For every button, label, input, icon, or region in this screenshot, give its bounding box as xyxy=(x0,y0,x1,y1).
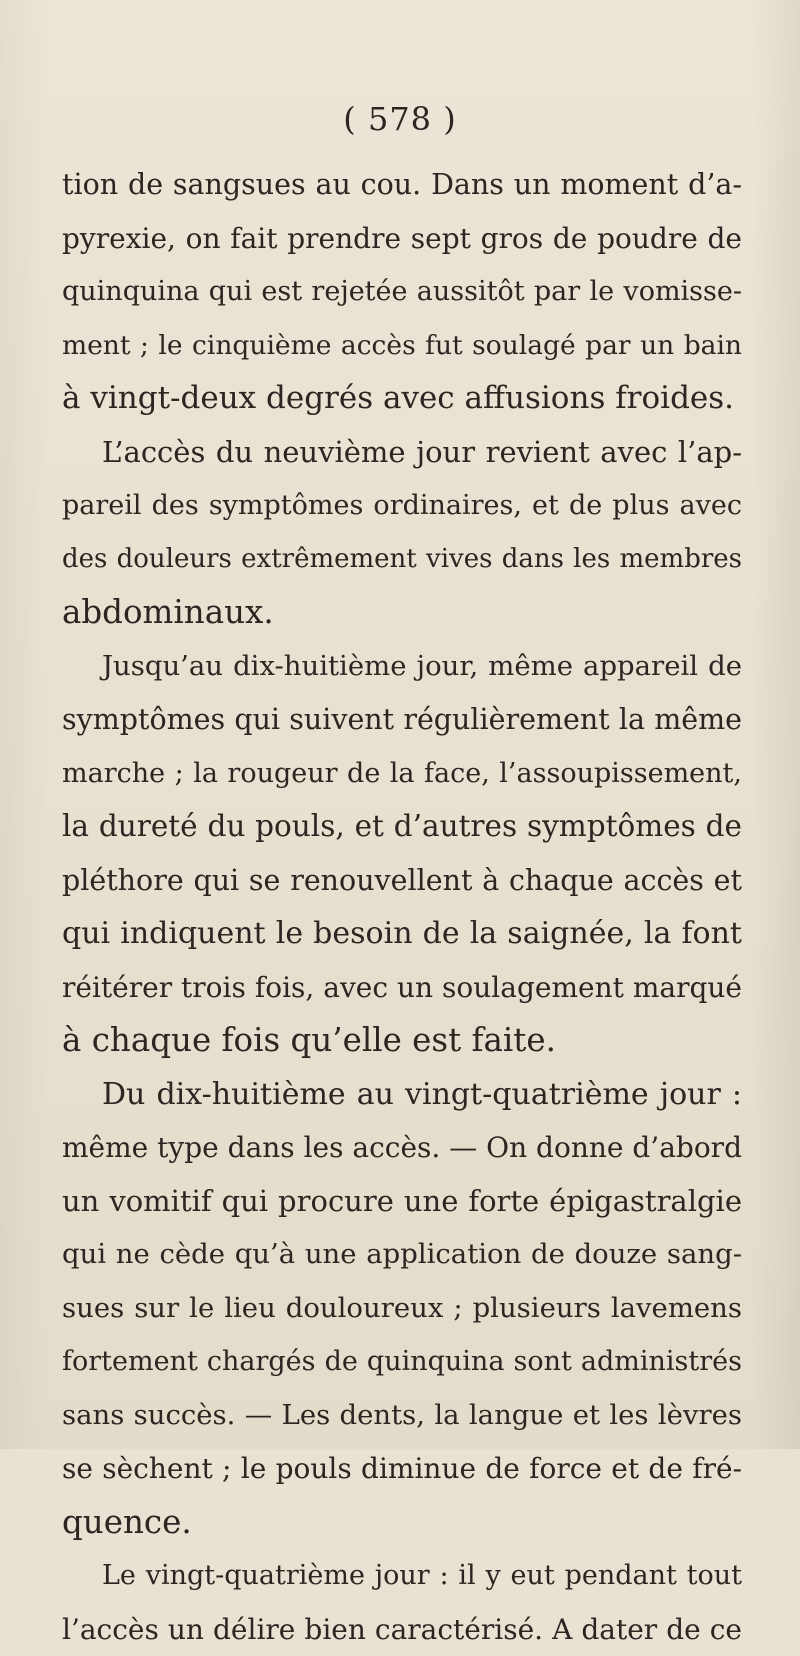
text-line: quence. xyxy=(62,1496,742,1550)
text-line: la dureté du pouls, et d’autres symptômes de xyxy=(62,800,742,854)
text-line: qui ne cède qu’à une application de douze sang- xyxy=(62,1228,742,1282)
text-line: marche ; la rougeur de la face, l’assoupissement, xyxy=(62,747,742,801)
text-line: sues sur le lieu douloureux ; plusieurs lavemens xyxy=(62,1282,742,1336)
page-number: ( 578 ) xyxy=(0,100,800,138)
text-line: qui indiquent le besoin de la saignée, la font xyxy=(62,907,742,961)
text-line: à vingt-deux degrés avec affusions froides. xyxy=(62,372,742,426)
text-line: L’accès du neuvième jour revient avec l’ap- xyxy=(62,426,742,480)
text-line: un vomitif qui procure une forte épigastralgie xyxy=(62,1175,742,1229)
text-line: Le vingt-quatrième jour : il y eut pendant tout xyxy=(62,1549,742,1603)
text-line: tion de sangsues au cou. Dans un moment d’a- xyxy=(62,158,742,212)
text-line: abdominaux. xyxy=(62,586,742,640)
text-line: quinquina qui est rejetée aussitôt par le vomisse- xyxy=(62,265,742,319)
text-line: Jusqu’au dix-huitième jour, même appareil de xyxy=(62,640,742,694)
text-line: à chaque fois qu’elle est faite. xyxy=(62,1014,742,1068)
text-line: l’accès un délire bien caractérisé. A dater de ce xyxy=(62,1603,742,1656)
text-line: pareil des symptômes ordinaires, et de plus avec xyxy=(62,479,742,533)
text-line: des douleurs extrêmement vives dans les membres xyxy=(62,533,742,587)
text-line: se sèchent ; le pouls diminue de force et de fré- xyxy=(62,1442,742,1496)
text-line: même type dans les accès. — On donne d’abord xyxy=(62,1121,742,1175)
text-line: réitérer trois fois, avec un soulagement marqué xyxy=(62,961,742,1015)
text-line: ment ; le cinquième accès fut soulagé par un bain xyxy=(62,319,742,373)
body-text xyxy=(62,158,742,1656)
text-line: sans succès. — Les dents, la langue et les lèvres xyxy=(62,1389,742,1443)
text-line: pléthore qui se renouvellent à chaque accès et xyxy=(62,854,742,908)
text-line: pyrexie, on fait prendre sept gros de poudre de xyxy=(62,212,742,266)
text-line: symptômes qui suivent régulièrement la même xyxy=(62,693,742,747)
text-line: Du dix-huitième au vingt-quatrième jour : xyxy=(62,1068,742,1122)
text-line: fortement chargés de quinquina sont administrés xyxy=(62,1335,742,1389)
